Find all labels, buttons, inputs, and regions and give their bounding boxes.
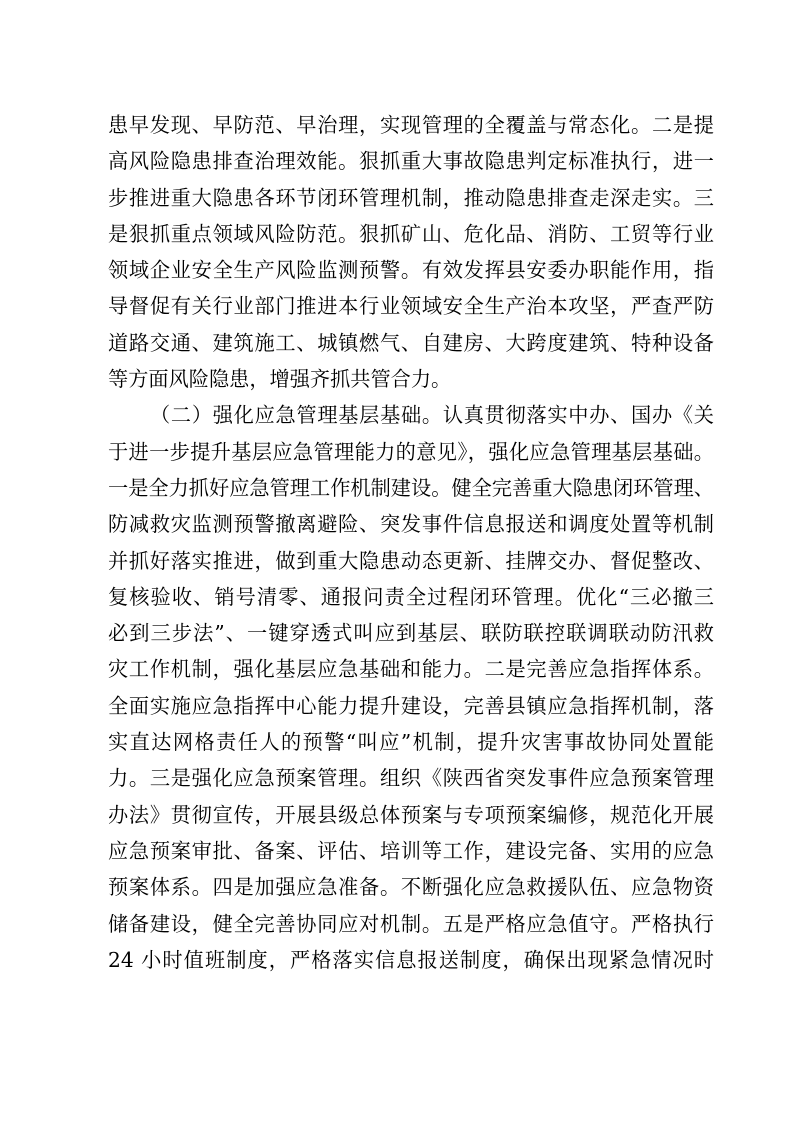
text-line: 道路交通、建筑施工、城镇燃气、自建房、大跨度建筑、特种设备 [108,330,714,355]
text-line: 全面实施应急指挥中心能力提升建设，完善县镇应急指挥机制，落 [108,693,714,718]
text-line: 力。三是强化应急预案管理。组织《陕西省突发事件应急预案管理 [108,766,714,791]
paragraph-grassroots-foundation [108,397,714,978]
text-line: 实直达网格责任人的预警“叫应”机制，提升灾害事故协同处置能 [108,730,714,755]
text-line: 导督促有关行业部门推进本行业领域安全生产治本攻坚，严查严防 [108,294,714,319]
text-line: 步推进重大隐患各环节闭环管理机制，推动隐患排查走深走实。三 [108,185,714,210]
text-line: 于进一步提升基层应急管理能力的意见》，强化应急管理基层基础。 [108,439,714,464]
text-line: 灾工作机制，强化基层应急基础和能力。二是完善应急指挥体系。 [108,657,714,682]
text-line: 必到三步法”、一键穿透式叫应到基层、联防联控联调联动防汛救 [108,621,714,646]
body-text [108,107,714,978]
text-line: 等方面风险隐患，增强齐抓共管合力。 [108,367,452,392]
text-line: 领域企业安全生产风险监测预警。有效发挥县安委办职能作用，指 [108,258,714,283]
text-line: 预案体系。四是加强应急准备。不断强化应急救援队伍、应急物资 [108,875,714,900]
text-line: 一是全力抓好应急管理工作机制建设。健全完善重大隐患闭环管理、 [108,475,714,500]
paragraph-risk-prevention [108,107,714,397]
text-line: 24 小时值班制度，严格落实信息报送制度，确保出现紧急情况时 [108,947,714,972]
text-line: 患早发现、早防范、早治理，实现管理的全覆盖与常态化。二是提 [108,113,714,137]
text-line: 高风险隐患排查治理效能。狠抓重大事故隐患判定标准执行，进一 [108,149,714,174]
text-line: 应急预案审批、备案、评估、培训等工作，建设完备、实用的应急 [108,838,714,863]
text-line: 复核验收、销号清零、通报问责全过程闭环管理。优化“三必撤三 [108,584,714,609]
text-line: 办法》贯彻宣传，开展县级总体预案与专项预案编修，规范化开展 [108,802,714,827]
text-line: 防减救灾监测预警撤离避险、突发事件信息报送和调度处置等机制 [108,512,714,537]
section-heading-line: （二）强化应急管理基层基础。认真贯彻落实中办、国办《关 [150,403,714,428]
text-line: 是狠抓重点领域风险防范。狠抓矿山、危化品、消防、工贸等行业 [108,221,714,246]
text-line: 并抓好落实推进，做到重大隐患动态更新、挂牌交办、督促整改、 [108,548,714,573]
text-line: 储备建设，健全完善协同应对机制。五是严格应急值守。严格执行 [108,911,714,936]
